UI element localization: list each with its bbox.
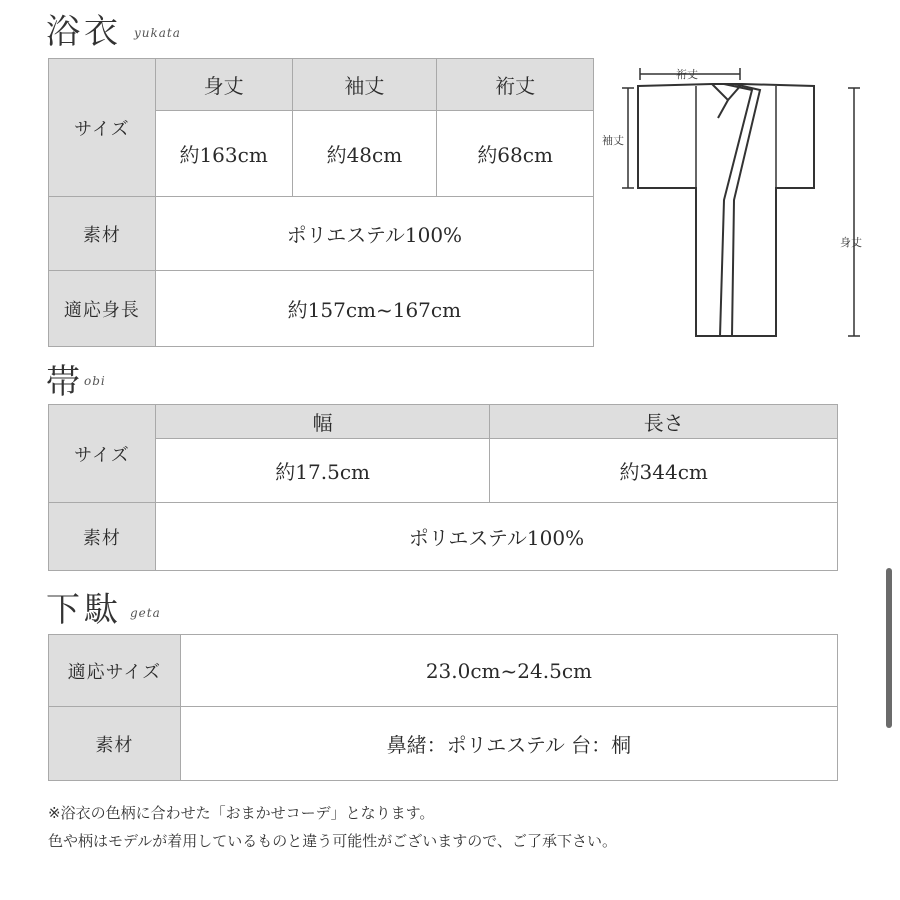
yukata-value-mitake: 約163cm <box>155 111 292 197</box>
yukata-material-label: 素材 <box>49 197 156 271</box>
yukata-table <box>48 58 594 347</box>
obi-size-label: サイズ <box>49 405 156 503</box>
yukata-material-value: ポリエステル100% <box>155 197 593 271</box>
yuki-label: 裄丈 <box>676 68 698 81</box>
obi-header-length: 長さ <box>490 405 838 439</box>
note-line-2: 色や柄はモデルが着用しているものと違う可能性がございますので、ご了承下さい。 <box>48 832 617 850</box>
geta-subtitle: geta <box>130 606 161 620</box>
yukata-header-sodetake: 袖丈 <box>292 59 437 111</box>
obi-material-label: 素材 <box>49 503 156 571</box>
obi-title: 帯 <box>46 362 84 402</box>
obi-value-length: 約344cm <box>490 439 838 503</box>
yukata-header-yukitake: 裄丈 <box>437 59 594 111</box>
note-line-1: ※浴衣の色柄に合わせた「おまかせコーデ」となります。 <box>48 804 435 822</box>
geta-size-value: 23.0cm~24.5cm <box>180 635 837 707</box>
obi-material-value: ポリエステル100% <box>155 503 837 571</box>
obi-header-width: 幅 <box>155 405 490 439</box>
geta-table <box>48 634 838 781</box>
obi-value-width: 約17.5cm <box>155 439 490 503</box>
yukata-value-yukitake: 約68cm <box>437 111 594 197</box>
yukata-height-label: 適応身長 <box>49 271 156 347</box>
yukata-value-sodetake: 約48cm <box>292 111 437 197</box>
scrollbar-thumb[interactable] <box>886 568 892 728</box>
yukata-subtitle: yukata <box>134 26 181 40</box>
yukata-title: 浴衣 <box>46 12 122 52</box>
mitake-dimension-arrow <box>848 88 860 336</box>
yukata-size-label: サイズ <box>49 59 156 197</box>
sode-label: 袖丈 <box>602 134 624 147</box>
yukata-header-mitake: 身丈 <box>155 59 292 111</box>
geta-material-label: 素材 <box>49 707 181 781</box>
obi-subtitle: obi <box>84 374 106 388</box>
geta-material-value: 鼻緒：ポリエステル 台：桐 <box>180 707 837 781</box>
geta-title: 下駄 <box>46 590 122 630</box>
mitake-label: 身丈 <box>840 236 862 249</box>
yukata-outline-icon <box>638 84 814 336</box>
obi-table <box>48 404 838 571</box>
geta-size-label: 適応サイズ <box>49 635 181 707</box>
yukata-height-value: 約157cm~167cm <box>155 271 593 347</box>
yukata-diagram <box>600 60 870 350</box>
